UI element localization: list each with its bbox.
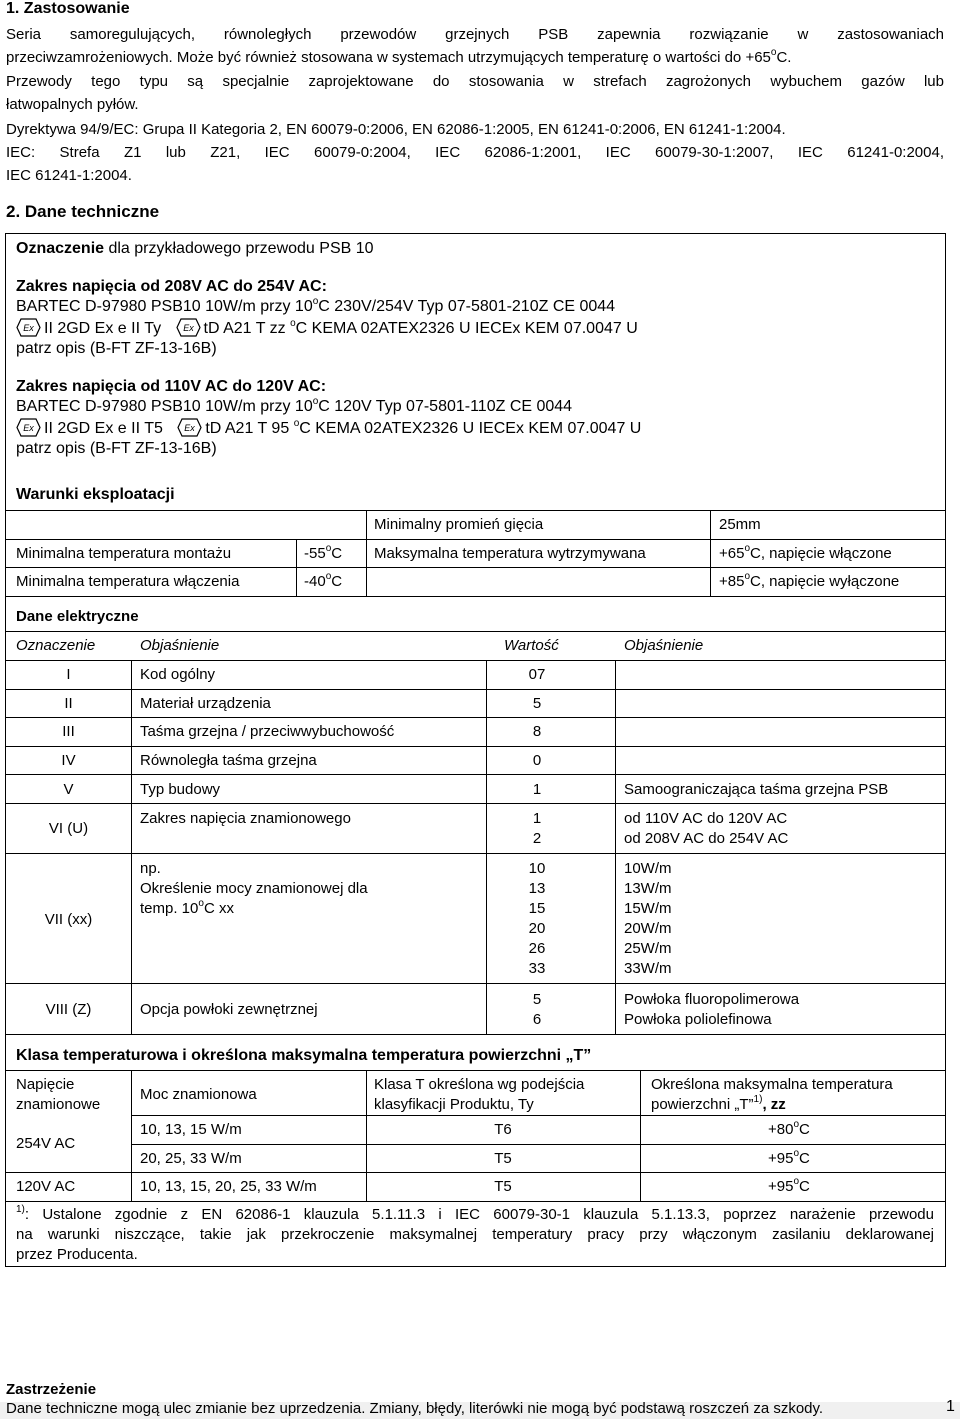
elec-row-expl: 20W/m bbox=[624, 920, 672, 937]
divider bbox=[6, 596, 945, 597]
page-number: 1 bbox=[946, 1398, 955, 1415]
ex-hexagon-icon bbox=[16, 418, 41, 437]
section-1-title: 1. Zastosowanie bbox=[6, 0, 130, 17]
elec-row-expl: 10W/m bbox=[624, 860, 672, 877]
temp-row-power: 20, 25, 33 W/m bbox=[140, 1150, 242, 1167]
text: C KEMA 02ATEX2326 U IECEx KEM 07.0047 U bbox=[295, 320, 638, 337]
paragraph-line: Dyrektywa 94/9/EC: Grupa II Kategoria 2, EN 60079-0:2006, EN 62086-1:2005, EN 61241-0:2006, EN 61241-1:2004. bbox=[6, 121, 786, 138]
mounting-temp-value bbox=[304, 545, 342, 562]
text: C bbox=[331, 573, 343, 590]
range-1-line-3: patrz opis (B-FT ZF-13-16B) bbox=[16, 340, 217, 357]
operating-conditions-title: Warunki eksploatacji bbox=[16, 486, 175, 503]
electrical-data-title: Dane elektryczne bbox=[16, 608, 139, 625]
text: C bbox=[799, 1121, 810, 1138]
temp-header-maxtemp bbox=[651, 1096, 786, 1113]
elec-row-expl: od 110V AC do 120V AC bbox=[624, 810, 788, 827]
divider bbox=[131, 1070, 132, 1201]
footnote bbox=[16, 1205, 934, 1265]
text: temp. 10 bbox=[140, 900, 199, 917]
footnote-line: przez Producenta. bbox=[16, 1246, 138, 1263]
paragraph-line: Seria samoregulujących, równoległych przewodów grzejnych PSB zapewnia rozwiązanie w zastosowaniach bbox=[6, 26, 944, 43]
elec-row-expl: Samoograniczająca taśma grzejna PSB bbox=[624, 781, 889, 798]
degree-sup: o bbox=[793, 1176, 800, 1187]
divider bbox=[6, 539, 945, 540]
temp-header-tclass: Klasa T określona wg podejścia bbox=[374, 1076, 585, 1093]
section-1-paragraph-1 bbox=[6, 23, 944, 69]
text: +95 bbox=[768, 1150, 794, 1167]
designation-label: Oznaczenie bbox=[16, 240, 105, 257]
divider bbox=[6, 746, 945, 747]
temp-row-maxtemp bbox=[768, 1150, 810, 1167]
elec-row-value: 20 bbox=[528, 920, 546, 937]
max-temp-label: Maksymalna temperatura wytrzymywana bbox=[374, 545, 646, 562]
elec-row-desc: Typ budowy bbox=[140, 781, 221, 798]
range-2-line-3: patrz opis (B-FT ZF-13-16B) bbox=[16, 440, 217, 457]
divider bbox=[6, 1201, 945, 1202]
footnote-sup: 1) bbox=[753, 1094, 763, 1105]
divider bbox=[6, 510, 945, 511]
elec-row-code-vi: VI (U) bbox=[48, 820, 89, 837]
elec-row-expl: Powłoka poliolefinowa bbox=[624, 1011, 772, 1028]
section-1-paragraph-4 bbox=[6, 141, 944, 187]
max-temp-on-value bbox=[719, 545, 892, 562]
divider bbox=[296, 539, 297, 596]
designation-caption bbox=[16, 240, 374, 258]
degree-sup: o bbox=[770, 47, 777, 58]
elec-header-value: Wartość bbox=[504, 637, 559, 654]
text: -55 bbox=[304, 545, 326, 562]
paragraph-line bbox=[6, 46, 944, 69]
disclaimer-text: Dane techniczne mogą ulec zmianie bez uprzedzenia. Zmiany, błędy, literówki nie mogą być podstawą roszczeń za szkody. bbox=[6, 1400, 824, 1417]
degree-sup: o bbox=[793, 1119, 800, 1130]
bend-radius-value: 25mm bbox=[719, 516, 761, 533]
degree-sup: o bbox=[325, 571, 332, 582]
ex-hexagon-icon bbox=[177, 418, 202, 437]
footnote-line bbox=[16, 1205, 934, 1225]
text: BARTEC D-97980 PSB10 10W/m przy 10 bbox=[16, 398, 313, 415]
text: C, napięcie włączone bbox=[750, 545, 892, 562]
divider bbox=[6, 853, 945, 854]
elec-row-value: 15 bbox=[528, 900, 546, 917]
elec-row-value: 6 bbox=[532, 1011, 542, 1028]
temp-row-tclass: T5 bbox=[494, 1178, 512, 1195]
divider bbox=[131, 1144, 945, 1145]
ex-symbol-text: Ex bbox=[184, 423, 196, 433]
elec-row-desc: Kod ogólny bbox=[140, 666, 216, 683]
elec-row-desc: Określenie mocy znamionowej dla bbox=[140, 880, 368, 897]
bend-radius-label: Minimalny promień gięcia bbox=[374, 516, 544, 533]
range-1-line-1 bbox=[16, 298, 615, 316]
elec-row-value: 1 bbox=[532, 781, 542, 798]
paragraph-line: IEC 61241-1:2004. bbox=[6, 167, 132, 184]
elec-row-desc: Materiał urządzenia bbox=[140, 695, 271, 712]
divider bbox=[366, 510, 367, 596]
degree-sup: o bbox=[312, 296, 319, 307]
divider bbox=[710, 510, 711, 596]
text: C bbox=[799, 1150, 810, 1167]
elec-row-expl: 33W/m bbox=[624, 960, 672, 977]
elec-row-desc: np. bbox=[140, 860, 161, 877]
temp-header-voltage: znamionowe bbox=[16, 1096, 101, 1113]
text: C 120V Typ 07-5801-110Z CE 0044 bbox=[318, 398, 573, 415]
divider bbox=[131, 1115, 945, 1116]
elec-row-code-viii: VIII (Z) bbox=[45, 1001, 92, 1018]
range-1-title: Zakres napięcia od 208V AC do 254V AC: bbox=[16, 278, 327, 295]
paragraph-line: IEC: Strefa Z1 lub Z21, IEC 60079-0:2004, IEC 62086-1:2001, IEC 60079-30-1:2007, IEC 61241-0:2004, bbox=[6, 144, 944, 161]
degree-sup: o bbox=[198, 898, 204, 909]
elec-row-code-vii: VII (xx) bbox=[44, 911, 93, 928]
text: +85 bbox=[719, 573, 745, 590]
disclaimer-title: Zastrzeżenie bbox=[6, 1381, 97, 1398]
elec-row-value: 13 bbox=[528, 880, 546, 897]
temp-row-power: 10, 13, 15 W/m bbox=[140, 1121, 242, 1138]
temp-row-tclass: T5 bbox=[494, 1150, 512, 1167]
text: C bbox=[799, 1178, 810, 1195]
elec-row-value: 07 bbox=[528, 666, 546, 683]
elec-row-expl: Powłoka fluoropolimerowa bbox=[624, 991, 800, 1008]
temp-row-tclass: T6 bbox=[494, 1121, 512, 1138]
elec-row-value: 2 bbox=[532, 830, 542, 847]
elec-row-code: II bbox=[64, 695, 73, 712]
max-temp-off-value bbox=[719, 573, 899, 590]
text: +65 bbox=[719, 545, 745, 562]
divider bbox=[615, 660, 616, 1034]
mounting-temp-label: Minimalna temperatura montażu bbox=[16, 545, 232, 562]
range-1-line-2 bbox=[16, 318, 638, 338]
ex-hexagon-icon bbox=[16, 318, 41, 337]
paragraph-line: Przewody tego typu są specjalnie zaprojektowane do stosowania w strefach zagrożonych wybuchem gazów lub bbox=[6, 73, 944, 90]
footnote-line: na warunki niszczące, takie jak przekroczenie maksymalnej temperatury pracy przy włączonym zasilaniu deklarowanej bbox=[16, 1226, 934, 1243]
range-2-title: Zakres napięcia od 110V AC do 120V AC: bbox=[16, 378, 327, 395]
temp-header-maxtemp: Określona maksymalna temperatura bbox=[651, 1076, 893, 1093]
text: C. bbox=[776, 49, 792, 66]
elec-header-explanation: Objaśnienie bbox=[140, 637, 220, 654]
elec-row-expl: 15W/m bbox=[624, 900, 672, 917]
elec-row-desc: Równoległa taśma grzejna bbox=[140, 752, 317, 769]
text: : Ustalone zgodnie z EN 62086-1 klauzula 5.1.11.3 i IEC 60079-30-1 klauzula 5.1.13.3, poprzez narażenie przewodu bbox=[24, 1206, 934, 1223]
divider bbox=[6, 1070, 945, 1071]
text: tD A21 T zz bbox=[203, 320, 286, 337]
text: +95 bbox=[768, 1178, 794, 1195]
ex-symbol-text: Ex bbox=[182, 323, 194, 333]
elec-row-value: 5 bbox=[532, 695, 542, 712]
switch-on-temp-value bbox=[304, 573, 342, 590]
paragraph-line: łatwopalnych pyłów. bbox=[6, 96, 139, 113]
text: powierzchni „T” bbox=[651, 1096, 754, 1113]
divider bbox=[640, 1070, 641, 1201]
elec-row-desc bbox=[140, 900, 234, 917]
elec-row-desc: Opcja powłoki zewnętrznej bbox=[140, 1001, 318, 1018]
footnote-sup: 1) bbox=[16, 1204, 25, 1215]
text: C, napięcie wyłączone bbox=[750, 573, 900, 590]
range-2-line-1 bbox=[16, 398, 572, 416]
elec-row-desc-vi: Zakres napięcia znamionowego bbox=[140, 810, 351, 827]
section-1-paragraph-3 bbox=[6, 118, 944, 141]
degree-sup: o bbox=[290, 318, 296, 329]
text: +80 bbox=[768, 1121, 794, 1138]
ex-symbol-text: Ex bbox=[23, 423, 34, 433]
divider bbox=[6, 631, 945, 632]
ex-symbol-text: Ex bbox=[23, 323, 34, 333]
divider bbox=[6, 1034, 945, 1035]
elec-row-value: 5 bbox=[532, 991, 542, 1008]
elec-row-expl: 13W/m bbox=[624, 880, 672, 897]
elec-row-value: 0 bbox=[532, 752, 542, 769]
elec-row-expl: od 208V AC do 254V AC bbox=[624, 830, 789, 847]
divider bbox=[6, 689, 945, 690]
divider bbox=[6, 803, 945, 804]
text: tD A21 T 95 bbox=[205, 420, 290, 437]
elec-row-value: 1 bbox=[532, 810, 542, 827]
temp-row-maxtemp bbox=[768, 1178, 810, 1195]
elec-row-desc: Taśma grzejna / przeciwwybuchowość bbox=[140, 723, 395, 740]
degree-sup: o bbox=[325, 543, 332, 554]
degree-sup: o bbox=[312, 396, 319, 407]
elec-row-code: IV bbox=[61, 752, 76, 769]
elec-header-explanation-2: Objaśnienie bbox=[624, 637, 704, 654]
temp-row-power: 10, 13, 15, 20, 25, 33 W/m bbox=[140, 1178, 317, 1195]
divider bbox=[6, 660, 945, 661]
elec-row-value: 26 bbox=[528, 940, 546, 957]
text: -40 bbox=[304, 573, 326, 590]
divider bbox=[6, 1172, 945, 1173]
degree-sup: o bbox=[744, 571, 751, 582]
degree-sup: o bbox=[793, 1148, 800, 1159]
elec-row-code: I bbox=[66, 666, 71, 683]
text: II 2GD Ex e II T5 bbox=[44, 420, 163, 437]
divider bbox=[6, 774, 945, 775]
divider bbox=[6, 717, 945, 718]
text: BARTEC D-97980 PSB10 10W/m przy 10 bbox=[16, 298, 313, 315]
text: C bbox=[331, 545, 343, 562]
text: II 2GD Ex e II Ty bbox=[44, 320, 162, 337]
temp-header-voltage: Napięcie bbox=[16, 1076, 75, 1093]
section-2-title: 2. Dane techniczne bbox=[6, 202, 160, 221]
elec-row-value: 8 bbox=[532, 723, 542, 740]
elec-row-value: 33 bbox=[528, 960, 546, 977]
text: C 230V/254V Typ 07-5801-210Z CE 0044 bbox=[318, 298, 616, 315]
divider bbox=[6, 567, 945, 568]
elec-row-code: III bbox=[62, 723, 75, 740]
temp-class-title: Klasa temperaturowa i określona maksymalna temperatura powierzchni „T” bbox=[16, 1047, 592, 1064]
divider bbox=[6, 983, 945, 984]
elec-row-expl: 25W/m bbox=[624, 940, 672, 957]
ex-hexagon-icon bbox=[176, 318, 201, 337]
text: przeciwzamrożeniowych. Może być również stosowana w systemach utrzymujących temperaturę o wartości do +65 bbox=[6, 49, 771, 66]
switch-on-temp-label: Minimalna temperatura włączenia bbox=[16, 573, 240, 590]
divider bbox=[131, 660, 132, 1034]
temp-row-voltage: 120V AC bbox=[16, 1178, 76, 1195]
temp-row-maxtemp bbox=[768, 1121, 810, 1138]
temp-row-voltage: 254V AC bbox=[16, 1135, 76, 1152]
degree-sup: o bbox=[293, 418, 300, 429]
elec-row-code: V bbox=[63, 781, 74, 798]
degree-sup: o bbox=[744, 543, 751, 554]
text: , zz bbox=[762, 1096, 786, 1113]
section-1-paragraph-2 bbox=[6, 70, 944, 116]
designation-text: dla przykładowego przewodu PSB 10 bbox=[104, 240, 374, 257]
elec-row-value: 10 bbox=[528, 860, 546, 877]
text: C xx bbox=[203, 900, 234, 917]
divider bbox=[486, 660, 487, 1034]
temp-header-power: Moc znamionowa bbox=[140, 1086, 257, 1103]
text: C KEMA 02ATEX2326 U IECEx KEM 07.0047 U bbox=[299, 420, 642, 437]
temp-header-tclass: klasyfikacji Produktu, Ty bbox=[374, 1096, 534, 1113]
elec-header-designation: Oznaczenie bbox=[16, 637, 96, 654]
range-2-line-2 bbox=[16, 418, 641, 438]
